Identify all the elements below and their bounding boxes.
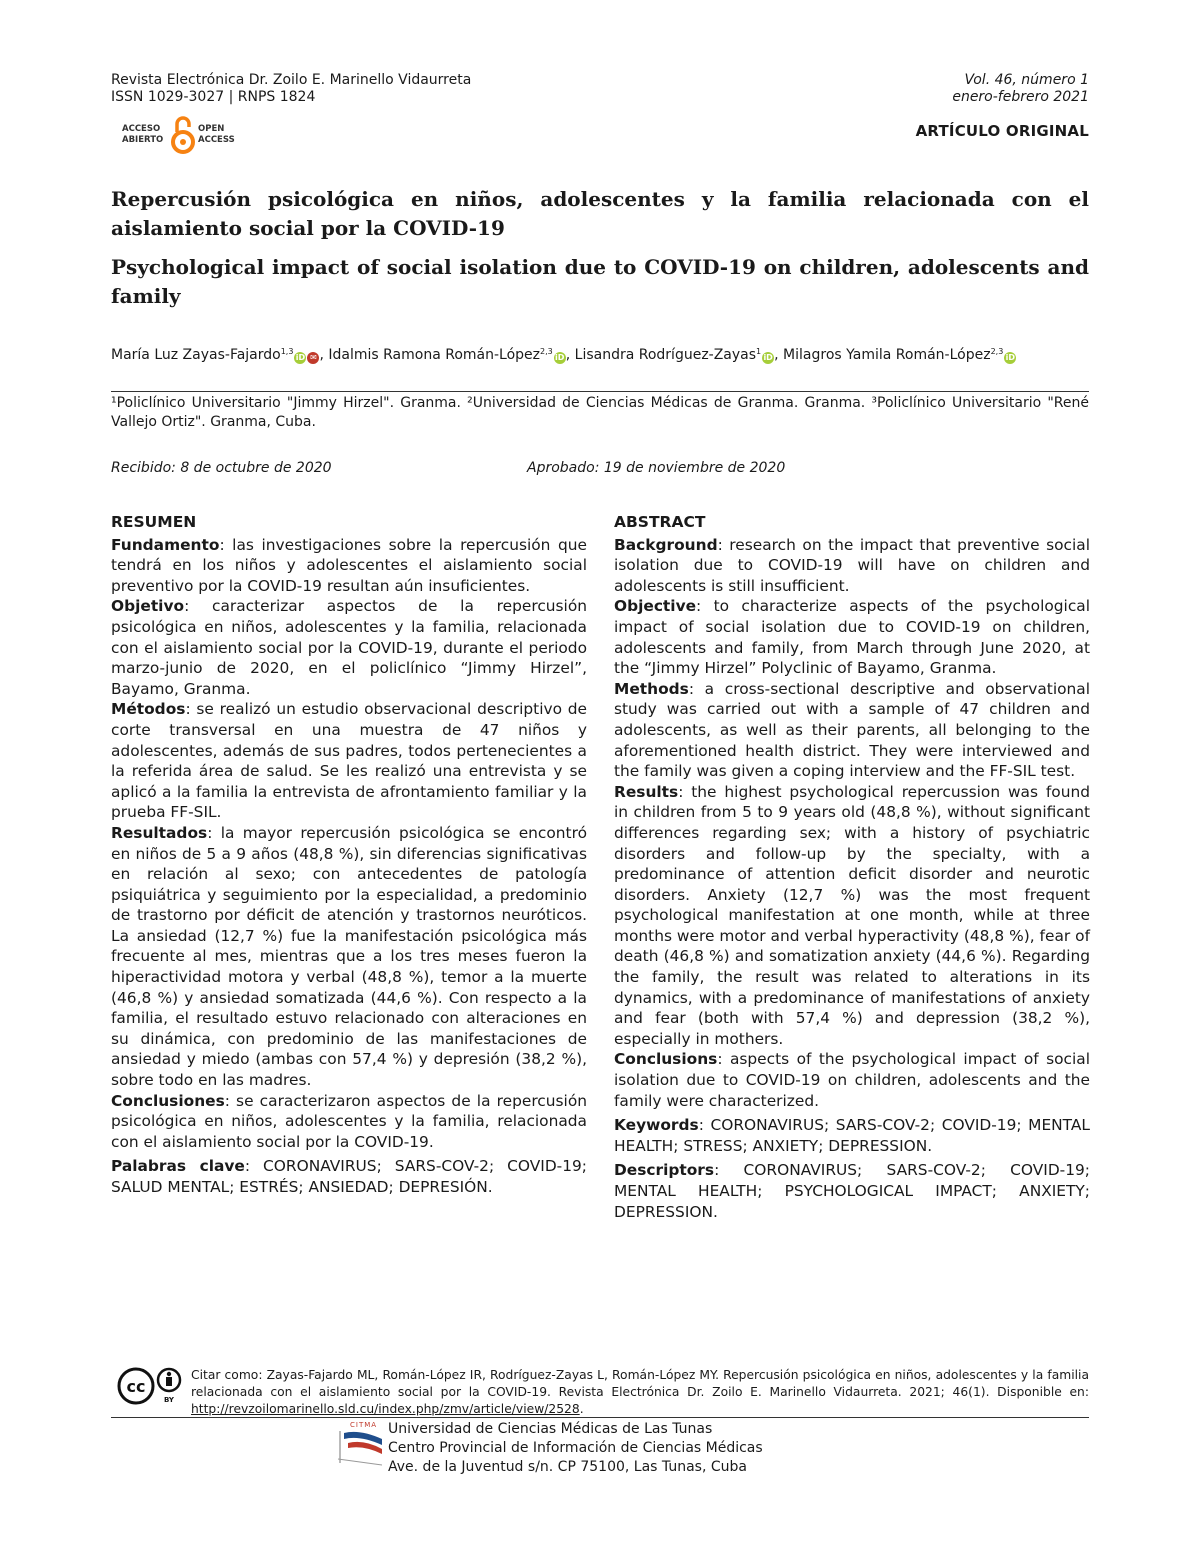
author-name[interactable]: Idalmis Ramona Román-López bbox=[328, 347, 540, 363]
open-access-logo bbox=[120, 114, 250, 156]
label: Descriptors bbox=[614, 1161, 715, 1180]
text: : aspects of the psychological impact of social isolation due to COVID-19 on children, adolescents and the family were characterized. bbox=[614, 1050, 1090, 1110]
volume-label: Vol. 46, número 1 bbox=[964, 72, 1089, 88]
label: Palabras clave bbox=[111, 1157, 245, 1176]
author-separator: , bbox=[774, 347, 784, 363]
label: Conclusions bbox=[614, 1050, 718, 1069]
abstract-methods bbox=[614, 679, 1090, 782]
by-text: BY bbox=[163, 1396, 175, 1404]
author-affil-sup: 2,3 bbox=[990, 347, 1004, 356]
resumen-objetivo bbox=[111, 596, 587, 699]
text: : se caracterizaron aspectos de la repercusión psicológica en niños, adolescentes y la familia, relacionada con el aislamiento social por la COVID-19. bbox=[111, 1091, 587, 1151]
cc-by-license-icon[interactable] bbox=[116, 1366, 186, 1406]
journal-name: Revista Electrónica Dr. Zoilo E. Marinello Vidaurreta bbox=[111, 72, 472, 88]
orcid-icon[interactable]: iD bbox=[763, 353, 773, 362]
footer-center: Centro Provincial de Información de Ciencias Médicas bbox=[388, 1440, 763, 1456]
orcid-icon[interactable]: iD bbox=[295, 353, 306, 362]
label: Métodos bbox=[111, 700, 186, 719]
resumen-conclusiones bbox=[111, 1091, 587, 1153]
citation-link[interactable]: http://revzoilomarinello.sld.cu/index.php/zmv/article/view/2528 bbox=[191, 1402, 580, 1416]
label: Objective bbox=[614, 597, 697, 616]
oa-abierto-text: ABIERTO bbox=[122, 135, 164, 145]
author-affil-sup: 1 bbox=[756, 347, 762, 356]
label: Fundamento bbox=[111, 535, 220, 554]
text: : la mayor repercusión psicológica se encontró en niños de 5 a 9 años (48,8 %), sin diferencias significativas en relación al sexo; con antecedentes de patología psiquiátrica y seguimiento por la especialidad, a predominio de trastorno por déficit de atención y trastornos neuróticos. La ansiedad (12,7 %) fue la manifestación psicológica más frecuente al mes, mientras que a los tres meses fueron la hiperactividad motora y verbal (48,8 %), temor a la muerte (46,8 %) y ansiedad somatizada (44,6 %). Con respecto a la familia, el resultado estuvo relacionado con alteraciones en su dinámica, con predominio de las manifestaciones de ansiedad y miedo (ambas con 57,4 %) y depresión (38,2 %), sobre todo en las madres. bbox=[111, 823, 587, 1090]
author-name[interactable]: María Luz Zayas-Fajardo bbox=[111, 347, 281, 363]
oa-open-text: OPEN bbox=[198, 124, 225, 134]
text: : se realizó un estudio observacional descriptivo de corte transversal en una muestra de 47 niños y adolescentes, además de sus padres, todos pertenecientes a la referida área de salud. Se les realizó una entrevista y se aplicó a la familia la entrevista de afrontamiento familiar y la prueba FF-SIL. bbox=[111, 700, 587, 822]
resumen-resultados bbox=[111, 823, 587, 1091]
footer-address bbox=[388, 1420, 763, 1477]
title-spanish: Repercusión psicológica en niños, adolescentes y la familia relacionada con el aislamiento social por la COVID-19 bbox=[111, 187, 1089, 240]
label: Objetivo bbox=[111, 597, 185, 616]
text: : CORONAVIRUS; SARS-COV-2; COVID-19; MENTAL HEALTH; STRESS; ANXIETY; DEPRESSION. bbox=[614, 1116, 1090, 1155]
footer-street: Ave. de la Juventud s/n. CP 75100, Las Tunas, Cuba bbox=[388, 1459, 747, 1475]
label: Resultados bbox=[111, 823, 208, 842]
author-affil-sup: 2,3 bbox=[540, 347, 553, 356]
orcid-icon[interactable]: iD bbox=[555, 353, 565, 362]
author-list bbox=[111, 345, 1089, 366]
text: : caracterizar aspectos de la repercusión psicológica en niños, adolescentes y la familia, relacionada con el aislamiento social por la COVID-19, durante el periodo marzo-junio de 2020, en el policlínico “Jimmy Hirzel”, Bayamo, Granma. bbox=[111, 597, 587, 698]
author-separator: , bbox=[565, 347, 575, 363]
citation-text: Citar como: Zayas-Fajardo ML, Román-López IR, Rodríguez-Zayas L, Román-López MY. Repercusión psicológica en niños, adolescentes y la familia relacionada con el aislamiento social por la COVID-19. Revista Electrónica Dr. Zoilo E. Marinello Vidaurreta. 2021; 46(1). Disponible en: bbox=[191, 1368, 1089, 1399]
label: Methods bbox=[614, 679, 689, 698]
divider bbox=[111, 391, 1089, 392]
oa-acceso-text: ACCESO bbox=[122, 124, 161, 134]
abstract-keywords bbox=[614, 1115, 1090, 1156]
palabras-clave bbox=[111, 1156, 587, 1197]
label: Conclusiones bbox=[111, 1091, 225, 1110]
text: : a cross-sectional descriptive and observational study was carried out with a sample of 47 children and adolescents, as well as their parents, all belonging to the aforementioned health district. They were interviewed and the family was given a coping interview and the FF-SIL test. bbox=[614, 679, 1090, 781]
abstract-conclusions bbox=[614, 1049, 1090, 1111]
email-icon[interactable]: ✉ bbox=[307, 352, 319, 364]
text: : to characterize aspects of the psychological impact of social isolation due to COVID-19 on children, adolescents and family, from March through June 2020, at the “Jimmy Hirzel” Polyclinic of Bayamo, Granma. bbox=[614, 597, 1090, 678]
text: : CORONAVIRUS; SARS-COV-2; COVID-19; SALUD MENTAL; ESTRÉS; ANSIEDAD; DEPRESIÓN. bbox=[111, 1157, 587, 1196]
orcid-icon[interactable]: iD bbox=[1005, 353, 1015, 362]
issn-line: ISSN 1029-3027 | RNPS 1824 bbox=[111, 89, 316, 105]
cc-text: cc bbox=[126, 1377, 146, 1396]
abstract-results bbox=[614, 782, 1090, 1050]
resumen-heading: RESUMEN bbox=[111, 513, 197, 531]
article-type-label: ARTÍCULO ORIGINAL bbox=[915, 122, 1089, 140]
issue-period: enero-febrero 2021 bbox=[952, 89, 1089, 105]
open-lock-icon bbox=[170, 114, 196, 156]
author-affil-sup: 1,3 bbox=[280, 347, 294, 356]
abstract-column bbox=[614, 512, 1090, 1222]
title-english: Psychological impact of social isolation due to COVID-19 on children, adolescents and family bbox=[111, 255, 1089, 308]
label: Background bbox=[614, 535, 718, 554]
citma-text: CITMA bbox=[350, 1421, 378, 1429]
resumen-metodos bbox=[111, 699, 587, 823]
label: Results bbox=[614, 782, 679, 801]
author-separator: , bbox=[319, 347, 329, 363]
author-name[interactable]: Lisandra Rodríguez-Zayas bbox=[574, 347, 757, 363]
author-name[interactable]: Milagros Yamila Román-López bbox=[783, 347, 991, 363]
footer-divider bbox=[111, 1417, 1089, 1418]
resumen-column bbox=[111, 512, 587, 1198]
citation-end: . bbox=[579, 1402, 584, 1416]
text: : las investigaciones sobre la repercusión que tendrá en los niños y adolescentes el aislamiento social preventivo por la COVID-19 resultan aún insuficientes. bbox=[111, 535, 587, 595]
approved-date: Aprobado: 19 de noviembre de 2020 bbox=[527, 460, 786, 476]
abstract-descriptors bbox=[614, 1160, 1090, 1222]
abstract-background bbox=[614, 535, 1090, 597]
received-date: Recibido: 8 de octubre de 2020 bbox=[111, 460, 332, 476]
oa-access-text: ACCESS bbox=[198, 135, 235, 145]
text: : the highest psychological repercussion was found in children from 5 to 9 years old (48,8 %), without significant differences regarding sex; with a history of psychiatric disorders and follow-up by the specialty, with a predominance of attention deficit disorder and neurotic disorders. Anxiety (12,7 %) was the most frequent psychological manifestation at one month, while at three months were motor and verbal hyperactivity (48,8 %), fear of death (46,8 %) and somatization anxiety (44,6 %). Regarding the family, the result was related to alterations in its dynamics, with a predominance of manifestations of anxiety and fear (both with 57,4 %) and depression (38,2 %), especially in mothers. bbox=[614, 782, 1090, 1048]
text: : research on the impact that preventive social isolation due to COVID-19 will have on children and adolescents is still insufficient. bbox=[614, 535, 1090, 595]
footer-university: Universidad de Ciencias Médicas de Las Tunas bbox=[388, 1421, 713, 1437]
citation-block bbox=[191, 1367, 1089, 1418]
abstract-objective bbox=[614, 596, 1090, 678]
label: Keywords bbox=[614, 1116, 699, 1135]
resumen-fundamento bbox=[111, 535, 587, 597]
affiliations: ¹Policlínico Universitario "Jimmy Hirzel". Granma. ²Universidad de Ciencias Médicas de Granma. Granma. ³Policlínico Universitario "René Vallejo Ortiz". Granma, Cuba. bbox=[111, 395, 1089, 430]
cpicm-logo bbox=[330, 1419, 384, 1471]
text: : CORONAVIRUS; SARS-COV-2; COVID-19; MENTAL HEALTH; PSYCHOLOGICAL IMPACT; ANXIETY; DEPRESSION. bbox=[614, 1161, 1090, 1221]
abstract-heading: ABSTRACT bbox=[614, 513, 706, 531]
